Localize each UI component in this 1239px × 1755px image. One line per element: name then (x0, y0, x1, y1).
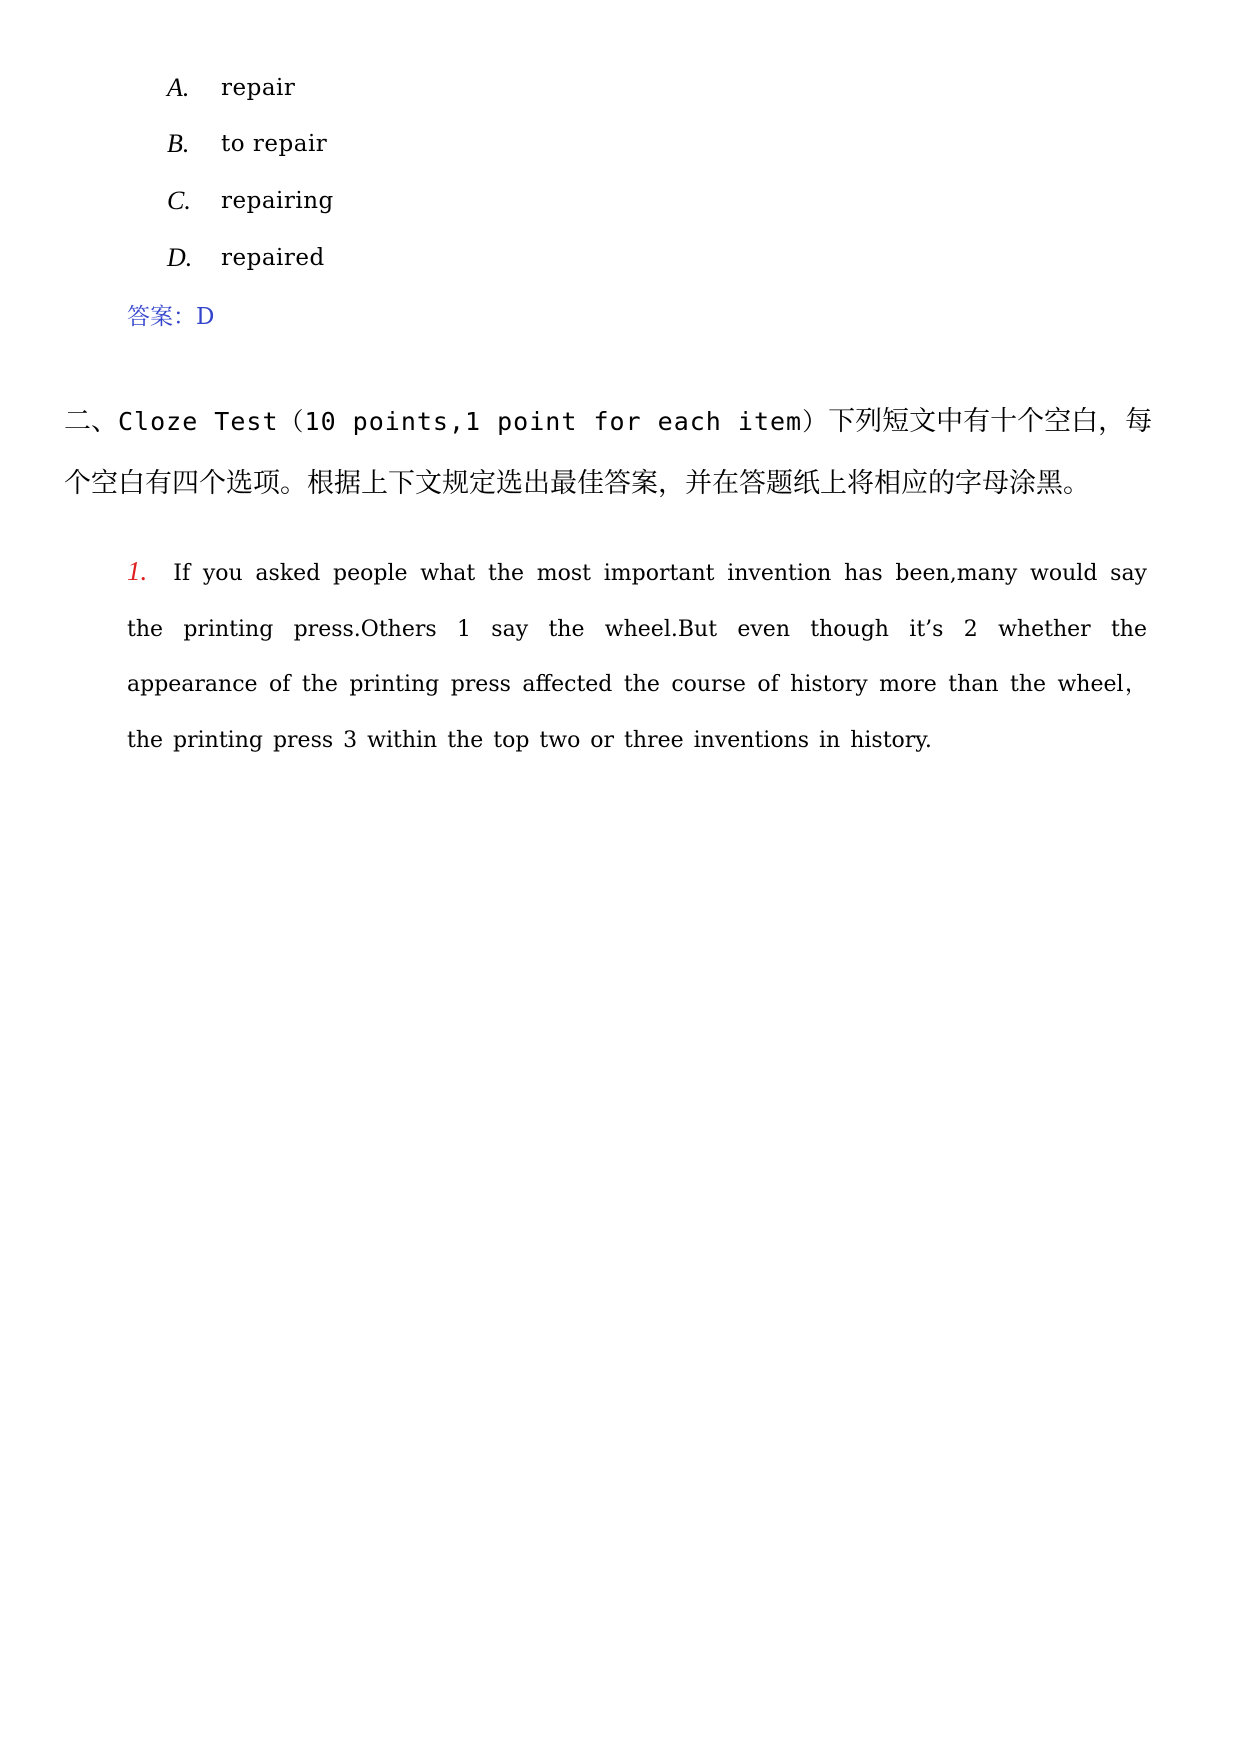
section-points: （10 points,1 point for each item） (278, 407, 829, 436)
option-a (167, 68, 295, 108)
cloze-passage (127, 544, 1147, 768)
option-text: to repair (221, 131, 328, 157)
section-title: Cloze Test (118, 407, 279, 436)
option-b (167, 124, 327, 164)
option-letter: B. (167, 129, 190, 158)
option-text: repaired (221, 245, 325, 271)
option-text: repair (221, 75, 296, 101)
option-letter: C. (167, 186, 191, 215)
section-heading (64, 391, 1176, 515)
option-letter: A. (167, 73, 190, 102)
option-d (167, 238, 325, 278)
question-number: 1. (127, 556, 148, 586)
section-instructions: 下列短文中有十个空白，每个空白有四个选项。根据上下文规定选出最佳答案，并在答题纸上将相应的字母涂黑。 (64, 406, 1153, 499)
option-c (167, 181, 334, 221)
option-text: repairing (221, 188, 334, 214)
option-letter: D. (167, 243, 193, 272)
section-prefix: 二、 (64, 406, 118, 437)
answer-label: 答案：D (127, 304, 215, 330)
passage-text: If you asked people what the most important invention has been,many would say the printing press.Others 1 say the wheel.But even though it’s 2 whether the appearance of the printing press affected the course of history more than the wheel，the printing press 3 within the top two or three inventions in history. (127, 561, 1147, 753)
